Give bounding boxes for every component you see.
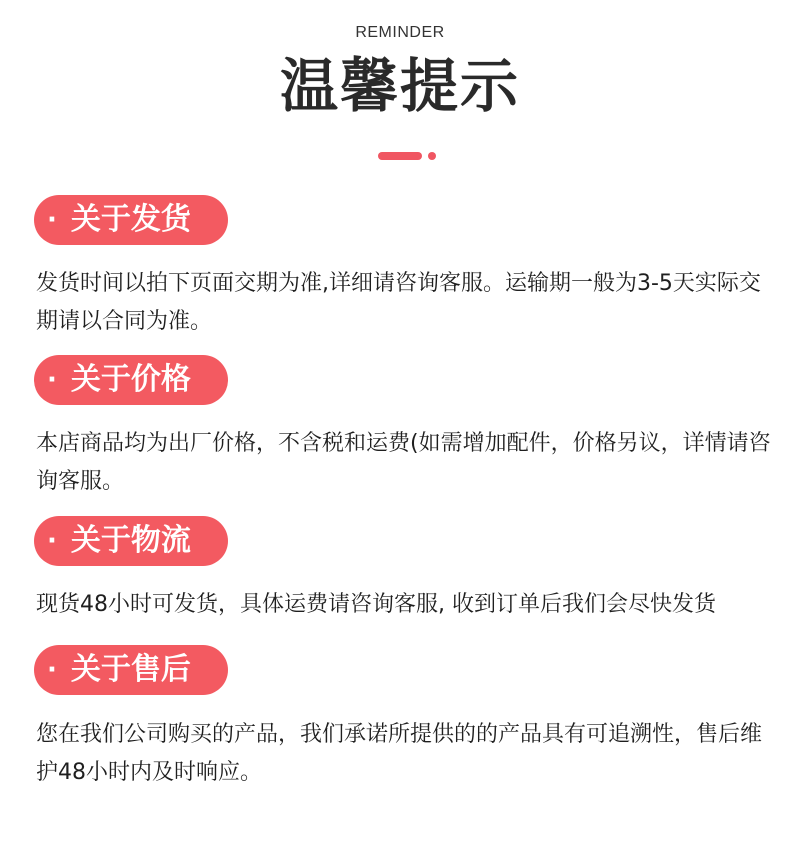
heading-bullet: · (47, 365, 57, 395)
section-text-logistics: 现货48小时可发货，具体运费请咨询客服, 收到订单后我们会尽快发货 (36, 592, 716, 617)
reminder-eyebrow: REMINDER (355, 24, 445, 41)
section-heading-price (34, 355, 228, 405)
section-heading-after-sales (34, 645, 228, 695)
heading-bullet: · (47, 655, 57, 685)
section-text-price: 本店商品均为出厂价格，不含税和运费(如需增加配件，价格另议，详情请咨询客服。 (36, 431, 771, 494)
page-title: 温馨提示 (279, 52, 520, 120)
heading-bullet: · (47, 526, 57, 556)
divider-dot (428, 152, 436, 160)
section-heading-shipping (34, 195, 228, 245)
section-text-after-sales: 您在我们公司购买的产品，我们承诺所提供的的产品具有可追溯性，售后维护48小时内及时响应。 (36, 722, 763, 785)
section-text-shipping: 发货时间以拍下页面交期为准,详细请咨询客服。运输期一般为3-5天实际交期请以合同为准。 (36, 271, 761, 334)
heading-label: 关于发货 (70, 202, 191, 237)
heading-label: 关于售后 (70, 652, 191, 687)
divider-bar (378, 152, 422, 160)
heading-label: 关于物流 (70, 523, 191, 558)
heading-bullet: · (47, 205, 57, 235)
heading-label: 关于价格 (70, 362, 191, 397)
section-heading-logistics (34, 516, 228, 566)
title-divider (378, 152, 438, 160)
